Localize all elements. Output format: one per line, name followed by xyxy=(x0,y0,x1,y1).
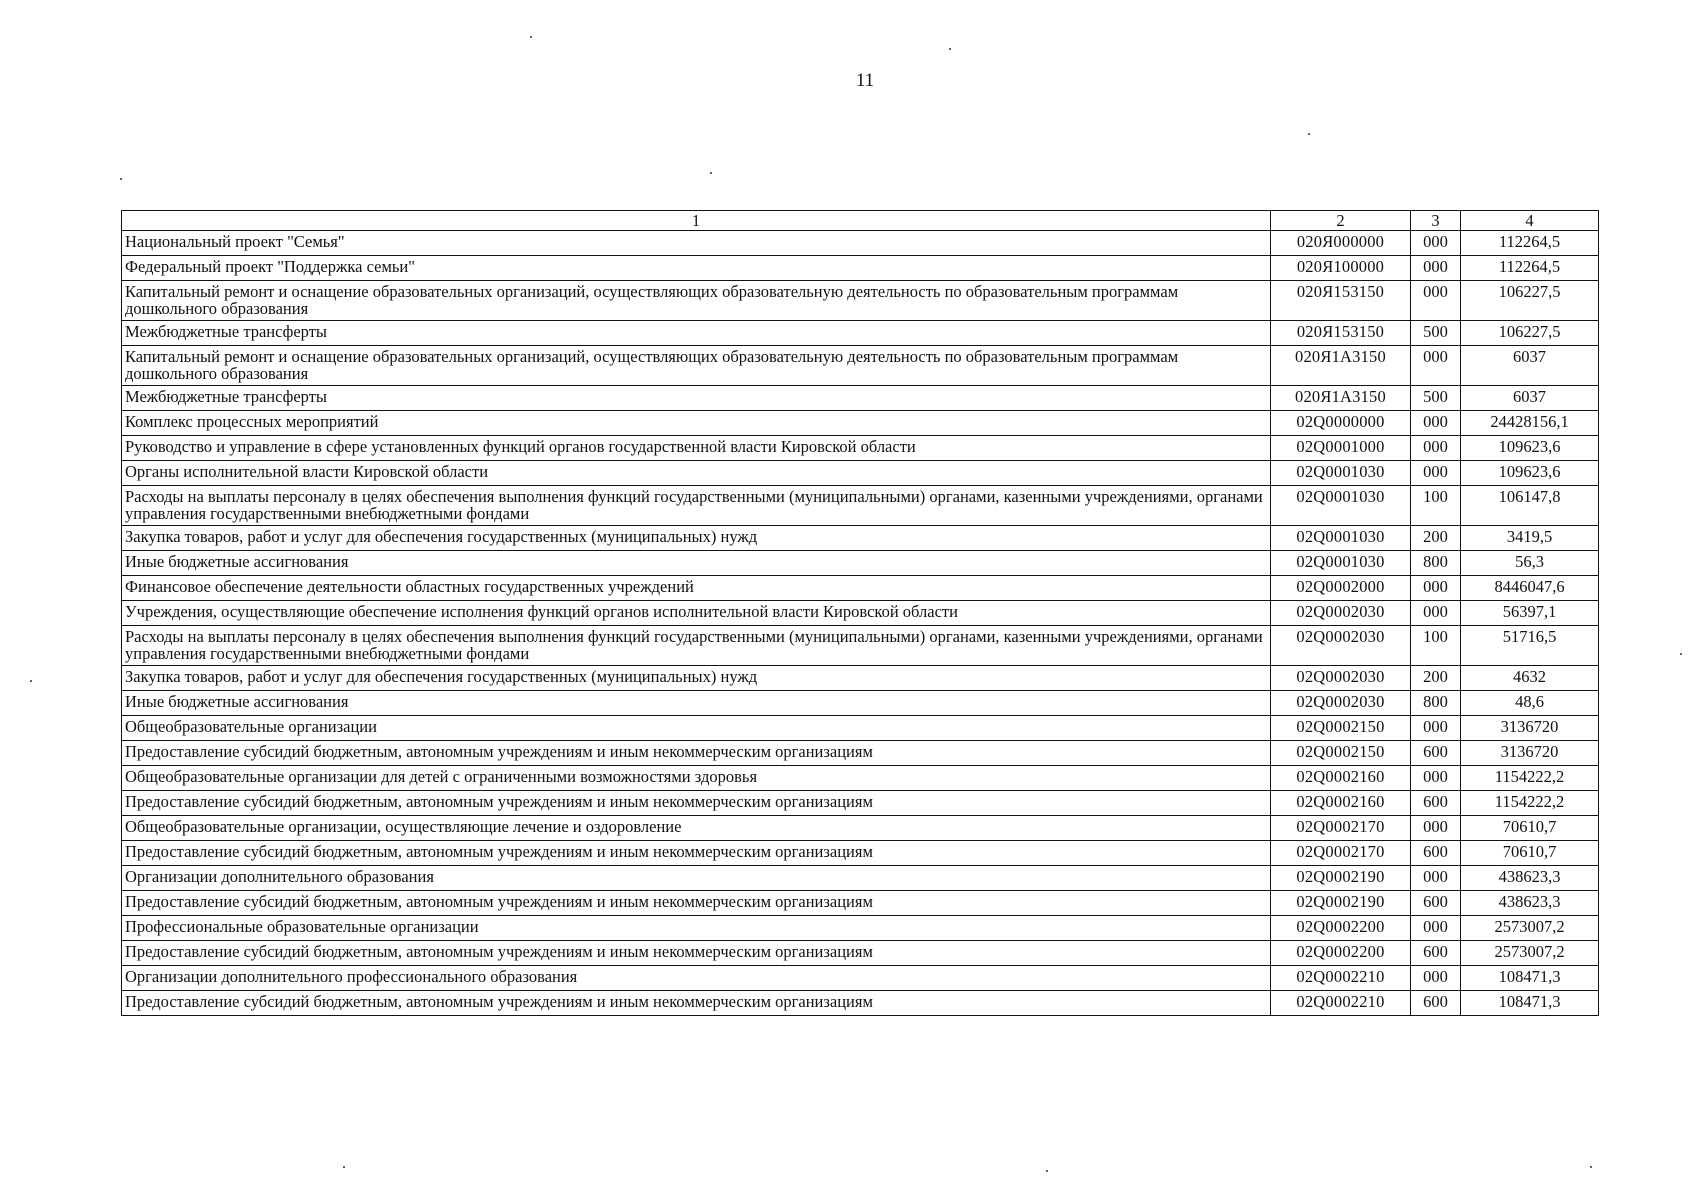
row-amount-cell: 109623,6 xyxy=(1461,436,1599,461)
row-name-cell: Национальный проект "Семья" xyxy=(122,231,1271,256)
row-code-cell: 02Q0002150 xyxy=(1271,741,1411,766)
row-name-cell: Общеобразовательные организации для детей с ограниченными возможностями здоровья xyxy=(122,766,1271,791)
row-amount-cell: 1154222,2 xyxy=(1461,766,1599,791)
row-amount-cell: 438623,3 xyxy=(1461,891,1599,916)
scan-speck xyxy=(120,178,122,180)
row-type-cell: 000 xyxy=(1411,231,1461,256)
row-code-cell: 02Q0002150 xyxy=(1271,716,1411,741)
row-code-cell: 02Q0000000 xyxy=(1271,411,1411,436)
row-amount-cell: 51716,5 xyxy=(1461,626,1599,666)
row-amount-cell: 2573007,2 xyxy=(1461,916,1599,941)
row-code-cell: 020Я000000 xyxy=(1271,231,1411,256)
row-code-cell: 02Q0002200 xyxy=(1271,916,1411,941)
row-type-cell: 600 xyxy=(1411,941,1461,966)
budget-table xyxy=(121,210,1599,1016)
row-amount-cell: 70610,7 xyxy=(1461,841,1599,866)
row-code-cell: 02Q0002170 xyxy=(1271,816,1411,841)
row-type-cell: 000 xyxy=(1411,916,1461,941)
table-row xyxy=(122,576,1599,601)
row-type-cell: 600 xyxy=(1411,791,1461,816)
row-name-cell: Организации дополнительного образования xyxy=(122,866,1271,891)
table-row xyxy=(122,891,1599,916)
row-code-cell: 02Q0002200 xyxy=(1271,941,1411,966)
table-row xyxy=(122,916,1599,941)
row-type-cell: 000 xyxy=(1411,716,1461,741)
table-row xyxy=(122,231,1599,256)
scan-speck xyxy=(530,36,532,38)
row-amount-cell: 109623,6 xyxy=(1461,461,1599,486)
row-type-cell: 800 xyxy=(1411,551,1461,576)
row-type-cell: 800 xyxy=(1411,691,1461,716)
row-code-cell: 02Q0002210 xyxy=(1271,991,1411,1016)
row-type-cell: 000 xyxy=(1411,256,1461,281)
table-row xyxy=(122,626,1599,666)
row-amount-cell: 3419,5 xyxy=(1461,526,1599,551)
row-name-cell: Закупка товаров, работ и услуг для обеспечения государственных (муниципальных) нужд xyxy=(122,526,1271,551)
row-name-cell: Капитальный ремонт и оснащение образовательных организаций, осуществляющих образовательную деятельность по образовательным программам дошкольного образования xyxy=(122,346,1271,386)
row-name-cell: Расходы на выплаты персоналу в целях обеспечения выполнения функций государственными (муниципальными) органами, казенными учреждениями, органами управления государственными внебюджетными фондами xyxy=(122,626,1271,666)
row-code-cell: 02Q0002160 xyxy=(1271,766,1411,791)
row-type-cell: 000 xyxy=(1411,816,1461,841)
row-code-cell: 02Q0002170 xyxy=(1271,841,1411,866)
scan-speck xyxy=(343,1166,345,1168)
row-name-cell: Предоставление субсидий бюджетным, автономным учреждениям и иным некоммерческим организациям xyxy=(122,741,1271,766)
table-row xyxy=(122,281,1599,321)
row-type-cell: 000 xyxy=(1411,576,1461,601)
row-name-cell: Предоставление субсидий бюджетным, автономным учреждениям и иным некоммерческим организациям xyxy=(122,841,1271,866)
table-row xyxy=(122,791,1599,816)
row-name-cell: Учреждения, осуществляющие обеспечение исполнения функций органов исполнительной власти Кировской области xyxy=(122,601,1271,626)
header-col-4: 4 xyxy=(1461,211,1599,231)
table-row xyxy=(122,526,1599,551)
row-code-cell: 02Q0001030 xyxy=(1271,461,1411,486)
row-code-cell: 02Q0002030 xyxy=(1271,601,1411,626)
header-col-2: 2 xyxy=(1271,211,1411,231)
row-code-cell: 020Я1А3150 xyxy=(1271,386,1411,411)
table-row xyxy=(122,436,1599,461)
scan-speck xyxy=(1590,1166,1592,1168)
row-type-cell: 000 xyxy=(1411,281,1461,321)
row-amount-cell: 112264,5 xyxy=(1461,231,1599,256)
row-type-cell: 600 xyxy=(1411,741,1461,766)
table-row xyxy=(122,461,1599,486)
row-type-cell: 000 xyxy=(1411,766,1461,791)
row-type-cell: 000 xyxy=(1411,601,1461,626)
header-col-3: 3 xyxy=(1411,211,1461,231)
row-amount-cell: 438623,3 xyxy=(1461,866,1599,891)
row-type-cell: 200 xyxy=(1411,666,1461,691)
row-amount-cell: 112264,5 xyxy=(1461,256,1599,281)
page-number: 11 xyxy=(855,70,875,91)
table-row xyxy=(122,716,1599,741)
table-row xyxy=(122,841,1599,866)
table-body xyxy=(122,231,1599,1016)
row-code-cell: 02Q0002000 xyxy=(1271,576,1411,601)
row-amount-cell: 3136720 xyxy=(1461,716,1599,741)
row-type-cell: 600 xyxy=(1411,841,1461,866)
scan-speck xyxy=(710,172,712,174)
row-amount-cell: 48,6 xyxy=(1461,691,1599,716)
table-row xyxy=(122,551,1599,576)
row-amount-cell: 56,3 xyxy=(1461,551,1599,576)
row-name-cell: Предоставление субсидий бюджетным, автономным учреждениям и иным некоммерческим организациям xyxy=(122,991,1271,1016)
table-row xyxy=(122,941,1599,966)
table-row xyxy=(122,321,1599,346)
row-code-cell: 02Q0001030 xyxy=(1271,526,1411,551)
row-amount-cell: 3136720 xyxy=(1461,741,1599,766)
table-row xyxy=(122,991,1599,1016)
scan-speck xyxy=(30,680,32,682)
row-type-cell: 000 xyxy=(1411,436,1461,461)
row-name-cell: Общеобразовательные организации, осуществляющие лечение и оздоровление xyxy=(122,816,1271,841)
scan-speck xyxy=(1680,653,1682,655)
row-amount-cell: 1154222,2 xyxy=(1461,791,1599,816)
row-name-cell: Межбюджетные трансферты xyxy=(122,321,1271,346)
row-name-cell: Органы исполнительной власти Кировской области xyxy=(122,461,1271,486)
row-amount-cell: 106227,5 xyxy=(1461,281,1599,321)
scan-speck xyxy=(1308,133,1310,135)
row-type-cell: 100 xyxy=(1411,626,1461,666)
row-amount-cell: 2573007,2 xyxy=(1461,941,1599,966)
table-row xyxy=(122,486,1599,526)
row-name-cell: Иные бюджетные ассигнования xyxy=(122,551,1271,576)
row-code-cell: 020Я153150 xyxy=(1271,321,1411,346)
row-type-cell: 000 xyxy=(1411,461,1461,486)
row-amount-cell: 6037 xyxy=(1461,346,1599,386)
table-row xyxy=(122,256,1599,281)
row-name-cell: Предоставление субсидий бюджетным, автономным учреждениям и иным некоммерческим организациям xyxy=(122,941,1271,966)
row-amount-cell: 8446047,6 xyxy=(1461,576,1599,601)
row-amount-cell: 6037 xyxy=(1461,386,1599,411)
row-code-cell: 02Q0002190 xyxy=(1271,891,1411,916)
table-row xyxy=(122,966,1599,991)
row-name-cell: Предоставление субсидий бюджетным, автономным учреждениям и иным некоммерческим организациям xyxy=(122,891,1271,916)
table-row xyxy=(122,691,1599,716)
row-type-cell: 100 xyxy=(1411,486,1461,526)
scan-speck xyxy=(1046,1170,1048,1172)
scan-speck xyxy=(949,48,951,50)
row-type-cell: 200 xyxy=(1411,526,1461,551)
row-code-cell: 02Q0002210 xyxy=(1271,966,1411,991)
row-amount-cell: 106227,5 xyxy=(1461,321,1599,346)
row-code-cell: 02Q0001030 xyxy=(1271,486,1411,526)
table-row xyxy=(122,816,1599,841)
row-code-cell: 020Я153150 xyxy=(1271,281,1411,321)
row-code-cell: 02Q0002190 xyxy=(1271,866,1411,891)
table-row xyxy=(122,411,1599,436)
row-code-cell: 02Q0001030 xyxy=(1271,551,1411,576)
row-code-cell: 02Q0001000 xyxy=(1271,436,1411,461)
row-name-cell: Капитальный ремонт и оснащение образовательных организаций, осуществляющих образовательную деятельность по образовательным программам дошкольного образования xyxy=(122,281,1271,321)
row-code-cell: 020Я100000 xyxy=(1271,256,1411,281)
row-name-cell: Комплекс процессных мероприятий xyxy=(122,411,1271,436)
row-code-cell: 02Q0002030 xyxy=(1271,691,1411,716)
row-name-cell: Федеральный проект "Поддержка семьи" xyxy=(122,256,1271,281)
row-name-cell: Общеобразовательные организации xyxy=(122,716,1271,741)
row-type-cell: 500 xyxy=(1411,386,1461,411)
row-code-cell: 02Q0002030 xyxy=(1271,626,1411,666)
row-type-cell: 000 xyxy=(1411,346,1461,386)
table-row xyxy=(122,866,1599,891)
row-name-cell: Межбюджетные трансферты xyxy=(122,386,1271,411)
row-name-cell: Организации дополнительного профессионального образования xyxy=(122,966,1271,991)
row-type-cell: 000 xyxy=(1411,866,1461,891)
table-row xyxy=(122,601,1599,626)
row-type-cell: 600 xyxy=(1411,891,1461,916)
row-code-cell: 020Я1А3150 xyxy=(1271,346,1411,386)
row-name-cell: Иные бюджетные ассигнования xyxy=(122,691,1271,716)
row-name-cell: Расходы на выплаты персоналу в целях обеспечения выполнения функций государственными (муниципальными) органами, казенными учреждениями, органами управления государственными внебюджетными фондами xyxy=(122,486,1271,526)
row-code-cell: 02Q0002030 xyxy=(1271,666,1411,691)
row-name-cell: Предоставление субсидий бюджетным, автономным учреждениям и иным некоммерческим организациям xyxy=(122,791,1271,816)
row-amount-cell: 108471,3 xyxy=(1461,991,1599,1016)
row-type-cell: 500 xyxy=(1411,321,1461,346)
table-row xyxy=(122,666,1599,691)
row-amount-cell: 108471,3 xyxy=(1461,966,1599,991)
row-amount-cell: 56397,1 xyxy=(1461,601,1599,626)
row-amount-cell: 4632 xyxy=(1461,666,1599,691)
row-amount-cell: 106147,8 xyxy=(1461,486,1599,526)
row-type-cell: 600 xyxy=(1411,991,1461,1016)
row-name-cell: Закупка товаров, работ и услуг для обеспечения государственных (муниципальных) нужд xyxy=(122,666,1271,691)
table-row xyxy=(122,741,1599,766)
row-amount-cell: 70610,7 xyxy=(1461,816,1599,841)
row-name-cell: Профессиональные образовательные организации xyxy=(122,916,1271,941)
table-row xyxy=(122,766,1599,791)
table-row xyxy=(122,346,1599,386)
row-amount-cell: 24428156,1 xyxy=(1461,411,1599,436)
row-type-cell: 000 xyxy=(1411,411,1461,436)
row-name-cell: Руководство и управление в сфере установленных функций органов государственной власти Кировской области xyxy=(122,436,1271,461)
header-col-1: 1 xyxy=(122,211,1271,231)
row-name-cell: Финансовое обеспечение деятельности областных государственных учреждений xyxy=(122,576,1271,601)
table-header xyxy=(122,211,1599,231)
table-row xyxy=(122,386,1599,411)
row-code-cell: 02Q0002160 xyxy=(1271,791,1411,816)
row-type-cell: 000 xyxy=(1411,966,1461,991)
